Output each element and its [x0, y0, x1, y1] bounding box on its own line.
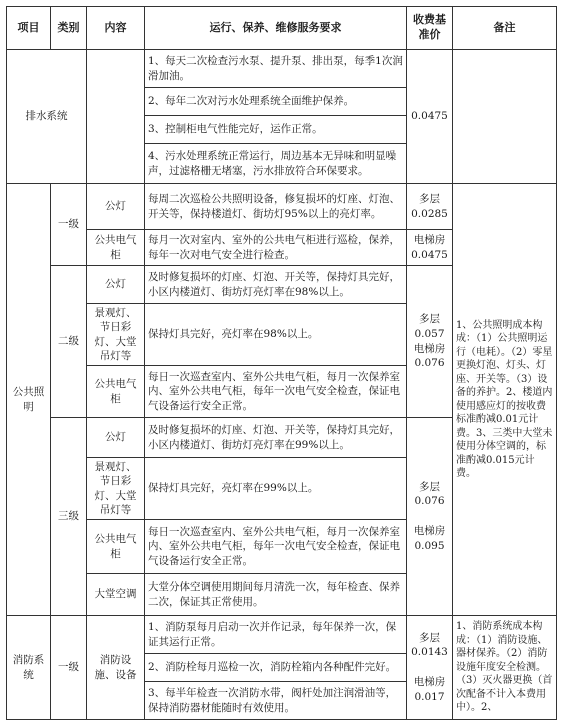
fire-content: 消防设施、设备 — [87, 616, 145, 720]
fire-req-3: 3、每半年检查一次消防水带，阀杆处加注润滑油等，保持消防器材能随时有效使用。 — [145, 682, 407, 720]
lighting-note: 1、公共照明成本构成：（1）公共照明运行（电耗）。（2）零星更换灯泡、灯头、灯座、开关等。（3）设备的养护。2、楼道内使用感应灯的按收费标准酌减0.01元计费。3、三类中大堂未使用分体空调的，标准酌减0.015元计费。 — [453, 184, 557, 616]
lighting-l3-price — [407, 418, 453, 616]
lighting-l1-req-2: 每月一次对室内、室外的公共电气柜进行巡检，保养，每年一次对电气安全进行检查。 — [145, 230, 407, 266]
lighting-l2-content-1: 公灯 — [87, 266, 145, 304]
lighting-l2-price-b-value: 0.076 — [414, 357, 445, 370]
fire-price-b-value: 0.017 — [414, 690, 445, 703]
drainage-req-2: 2、每年二次对污水处理系统全面维护保养。 — [145, 88, 407, 116]
lighting-l2-req-1: 及时修复损坏的灯座、灯泡、开关等，保持灯具完好，小区内楼道灯、街坊灯亮灯率在98%以上。 — [145, 266, 407, 304]
fire-item: 消防系统 — [7, 616, 51, 720]
drainage-req-3: 3、控制柜电气性能完好，运作正常。 — [145, 116, 407, 144]
lighting-l1-price-a-label: 多层 — [419, 192, 440, 205]
lighting-l1-price-b — [407, 230, 453, 266]
lighting-l3-price-b-value: 0.095 — [414, 539, 445, 552]
lighting-l2-price-a-value: 0.057 — [414, 327, 445, 340]
lighting-l1-row-1 — [7, 184, 557, 230]
drainage-req-1: 1、每天二次检查污水泵、提升泵、排出泵，每季1次润滑加油。 — [145, 50, 407, 88]
lighting-level1: 一级 — [51, 184, 87, 266]
drainage-item: 排水系统 — [7, 50, 87, 184]
fire-level: 一级 — [51, 616, 87, 720]
fire-req-1: 1、消防泵每月启动一次并作记录，每年保养一次，保证其运行正常。 — [145, 616, 407, 654]
header-price: 收费基准价 — [407, 7, 453, 50]
drainage-row-1 — [7, 50, 557, 88]
drainage-price: 0.0475 — [407, 50, 453, 184]
lighting-l3-content-1: 公灯 — [87, 418, 145, 458]
fire-price-a-label: 多层 — [419, 631, 440, 644]
header-note: 备注 — [453, 7, 557, 50]
header-content: 内容 — [87, 7, 145, 50]
lighting-l2-price — [407, 266, 453, 418]
fire-req-2: 2、消防栓每月巡检一次，消防栓箱内各种配件完好。 — [145, 654, 407, 682]
lighting-l3-content-3: 公共电气柜 — [87, 520, 145, 574]
lighting-l1-content-1: 公灯 — [87, 184, 145, 230]
lighting-l2-content-2: 景观灯、节日彩灯、大堂吊灯等 — [87, 304, 145, 366]
service-fee-table — [6, 6, 557, 720]
lighting-l3-req-3: 每日一次巡查室内、室外公共电气柜，每月一次保养室内、室外公共电气柜，每年一次电气安全检查，保证电气设备运行安全正常。 — [145, 520, 407, 574]
lighting-l1-price-b-label: 电梯房 — [413, 233, 446, 246]
lighting-l2-price-b-label: 电梯房 — [413, 342, 446, 355]
lighting-l2-content-3: 公共电气柜 — [87, 366, 145, 418]
header-row — [7, 7, 557, 50]
lighting-l3-content-2: 景观灯、节日彩灯、大堂吊灯等 — [87, 458, 145, 520]
lighting-l2-price-a-label: 多层 — [419, 313, 440, 326]
header-requirements: 运行、保养、维修服务要求 — [145, 7, 407, 50]
lighting-l2-req-2: 保持灯具完好，亮灯率在98%以上。 — [145, 304, 407, 366]
lighting-l3-price-a-label: 多层 — [419, 480, 440, 493]
lighting-l1-price-a-value: 0.0285 — [411, 207, 448, 220]
lighting-l3-req-4: 大堂分体空调使用期间每月清洗一次，每年检查、保养二次，保证其正常使用。 — [145, 574, 407, 616]
lighting-l3-req-2: 保持灯具完好，亮灯率在99%以上。 — [145, 458, 407, 520]
fire-note: 1、消防系统成本构成：（1）消防设施、器材保养。（2）消防设施年度安全检测。（3）灭火器更换（首次配备不计入本费用中）。2、 — [453, 616, 557, 720]
lighting-l3-price-a-value: 0.076 — [414, 495, 445, 508]
fire-price-b-label: 电梯房 — [413, 675, 446, 688]
lighting-l1-content-2: 公共电气柜 — [87, 230, 145, 266]
header-item: 项目 — [7, 7, 51, 50]
drainage-content — [87, 50, 145, 184]
fire-row-1 — [7, 616, 557, 654]
drainage-req-4: 4、污水处理系统正常运行，周边基本无异味和明显噪声，过滤格栅无堵塞，污水排放符合环保要求。 — [145, 144, 407, 184]
lighting-l1-price-a — [407, 184, 453, 230]
lighting-level2: 二级 — [51, 266, 87, 418]
lighting-l3-req-1: 及时修复损坏的灯座、灯泡、开关等，保持灯具完好，小区内楼道灯、街坊灯亮灯率在99%以上。 — [145, 418, 407, 458]
lighting-level3: 三级 — [51, 418, 87, 616]
fire-price — [407, 616, 453, 720]
header-category: 类别 — [51, 7, 87, 50]
drainage-note — [453, 50, 557, 184]
lighting-l1-req-1: 每周二次巡检公共照明设备，修复损坏的灯座、灯泡、开关等，保持楼道灯、街坊灯95%以上的亮灯率。 — [145, 184, 407, 230]
lighting-l3-content-4: 大堂空调 — [87, 574, 145, 616]
lighting-item: 公共照明 — [7, 184, 51, 616]
lighting-l2-req-3: 每日一次巡查室内、室外公共电气柜，每月一次保养室内、室外公共电气柜，每年一次电气安全检查，保证电气设备运行安全正常。 — [145, 366, 407, 418]
lighting-l1-price-b-value: 0.0475 — [411, 248, 448, 261]
fire-price-a-value: 0.0143 — [411, 646, 448, 659]
lighting-l3-price-b-label: 电梯房 — [413, 524, 446, 537]
